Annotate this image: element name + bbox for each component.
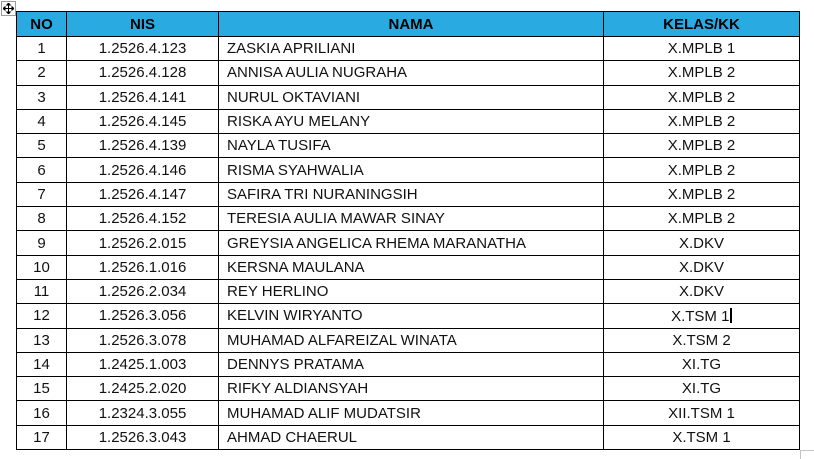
cell-nis[interactable]: 1.2526.4.147 — [67, 182, 219, 206]
cell-nis[interactable]: 1.2526.3.056 — [67, 304, 219, 328]
table-resize-handle[interactable] — [800, 450, 814, 459]
student-table — [16, 11, 800, 450]
cell-kelas[interactable]: XI.TG — [604, 377, 800, 401]
cell-nis[interactable]: 1.2526.3.078 — [67, 328, 219, 352]
table-header-row — [17, 12, 800, 37]
cell-nama[interactable]: KERSNA MAULANA — [219, 255, 604, 279]
cell-nama[interactable]: KELVIN WIRYANTO — [219, 304, 604, 328]
cell-no[interactable]: 3 — [17, 85, 67, 109]
cell-nis[interactable]: 1.2526.4.146 — [67, 158, 219, 182]
cell-nama[interactable]: DENNYS PRATAMA — [219, 352, 604, 376]
cell-kelas[interactable]: X.DKV — [604, 255, 800, 279]
table-row — [17, 328, 800, 352]
cell-no[interactable]: 2 — [17, 61, 67, 85]
cell-nama[interactable]: TERESIA AULIA MAWAR SINAY — [219, 207, 604, 231]
cell-kelas[interactable]: X.TSM 1 — [604, 304, 800, 328]
table-row — [17, 61, 800, 85]
cell-kelas[interactable]: XI.TG — [604, 352, 800, 376]
cell-nis[interactable]: 1.2526.2.034 — [67, 279, 219, 303]
cell-kelas[interactable]: X.MPLB 2 — [604, 109, 800, 133]
cell-no[interactable]: 1 — [17, 37, 67, 61]
table-row — [17, 377, 800, 401]
text-cursor — [730, 308, 732, 323]
cell-kelas[interactable]: X.MPLB 2 — [604, 207, 800, 231]
cell-nama[interactable]: MUHAMAD ALFAREIZAL WINATA — [219, 328, 604, 352]
table-row — [17, 182, 800, 206]
cell-nis[interactable]: 1.2526.4.141 — [67, 85, 219, 109]
cell-nama[interactable]: SAFIRA TRI NURANINGSIH — [219, 182, 604, 206]
table-row — [17, 134, 800, 158]
cell-no[interactable]: 10 — [17, 255, 67, 279]
cell-kelas[interactable]: X.MPLB 2 — [604, 134, 800, 158]
table-row — [17, 207, 800, 231]
cell-nis[interactable]: 1.2425.2.020 — [67, 377, 219, 401]
header-nis[interactable]: NIS — [67, 12, 219, 37]
table-row — [17, 304, 800, 328]
cell-no[interactable]: 12 — [17, 304, 67, 328]
cell-nis[interactable]: 1.2526.4.139 — [67, 134, 219, 158]
cell-nama[interactable]: ANNISA AULIA NUGRAHA — [219, 61, 604, 85]
cell-kelas[interactable]: X.MPLB 2 — [604, 61, 800, 85]
cell-no[interactable]: 5 — [17, 134, 67, 158]
cell-no[interactable]: 8 — [17, 207, 67, 231]
cell-no[interactable]: 9 — [17, 231, 67, 255]
table-move-handle[interactable] — [1, 1, 16, 16]
cell-nama[interactable]: RISKA AYU MELANY — [219, 109, 604, 133]
cell-no[interactable]: 16 — [17, 401, 67, 425]
cell-nama[interactable]: RISMA SYAHWALIA — [219, 158, 604, 182]
cell-no[interactable]: 11 — [17, 279, 67, 303]
table-row — [17, 231, 800, 255]
table-row — [17, 279, 800, 303]
cell-nama[interactable]: GREYSIA ANGELICA RHEMA MARANATHA — [219, 231, 604, 255]
header-no[interactable]: NO — [17, 12, 67, 37]
cell-kelas[interactable]: X.TSM 1 — [604, 425, 800, 449]
cell-no[interactable]: 13 — [17, 328, 67, 352]
cell-kelas[interactable]: XII.TSM 1 — [604, 401, 800, 425]
move-arrows-icon — [3, 3, 14, 14]
table-row — [17, 352, 800, 376]
table-row — [17, 158, 800, 182]
cell-no[interactable]: 17 — [17, 425, 67, 449]
cell-no[interactable]: 14 — [17, 352, 67, 376]
cell-no[interactable]: 4 — [17, 109, 67, 133]
cell-kelas[interactable]: X.MPLB 1 — [604, 37, 800, 61]
header-kelas[interactable]: KELAS/KK — [604, 12, 800, 37]
cell-no[interactable]: 6 — [17, 158, 67, 182]
cell-nama[interactable]: RIFKY ALDIANSYAH — [219, 377, 604, 401]
cell-nama[interactable]: ZASKIA APRILIANI — [219, 37, 604, 61]
cell-nis[interactable]: 1.2526.3.043 — [67, 425, 219, 449]
cell-kelas[interactable]: X.MPLB 2 — [604, 182, 800, 206]
cell-nis[interactable]: 1.2526.4.152 — [67, 207, 219, 231]
table-row — [17, 109, 800, 133]
cell-kelas[interactable]: X.DKV — [604, 231, 800, 255]
cell-nis[interactable]: 1.2526.2.015 — [67, 231, 219, 255]
cell-no[interactable]: 7 — [17, 182, 67, 206]
cell-kelas[interactable]: X.MPLB 2 — [604, 158, 800, 182]
cell-nama[interactable]: REY HERLINO — [219, 279, 604, 303]
cell-nis[interactable]: 1.2526.1.016 — [67, 255, 219, 279]
table-row — [17, 401, 800, 425]
table-row — [17, 255, 800, 279]
cell-nis[interactable]: 1.2425.1.003 — [67, 352, 219, 376]
cell-kelas[interactable]: X.DKV — [604, 279, 800, 303]
cell-nis[interactable]: 1.2526.4.128 — [67, 61, 219, 85]
header-nama[interactable]: NAMA — [219, 12, 604, 37]
cell-nama[interactable]: AHMAD CHAERUL — [219, 425, 604, 449]
cell-kelas[interactable]: X.MPLB 2 — [604, 85, 800, 109]
table-row — [17, 425, 800, 449]
cell-nama[interactable]: NURUL OKTAVIANI — [219, 85, 604, 109]
cell-no[interactable]: 15 — [17, 377, 67, 401]
cell-nis[interactable]: 1.2526.4.145 — [67, 109, 219, 133]
cell-nis[interactable]: 1.2324.3.055 — [67, 401, 219, 425]
table-row — [17, 85, 800, 109]
cell-kelas[interactable]: X.TSM 2 — [604, 328, 800, 352]
cell-nama[interactable]: NAYLA TUSIFA — [219, 134, 604, 158]
cell-nama[interactable]: MUHAMAD ALIF MUDATSIR — [219, 401, 604, 425]
table-row — [17, 37, 800, 61]
cell-nis[interactable]: 1.2526.4.123 — [67, 37, 219, 61]
